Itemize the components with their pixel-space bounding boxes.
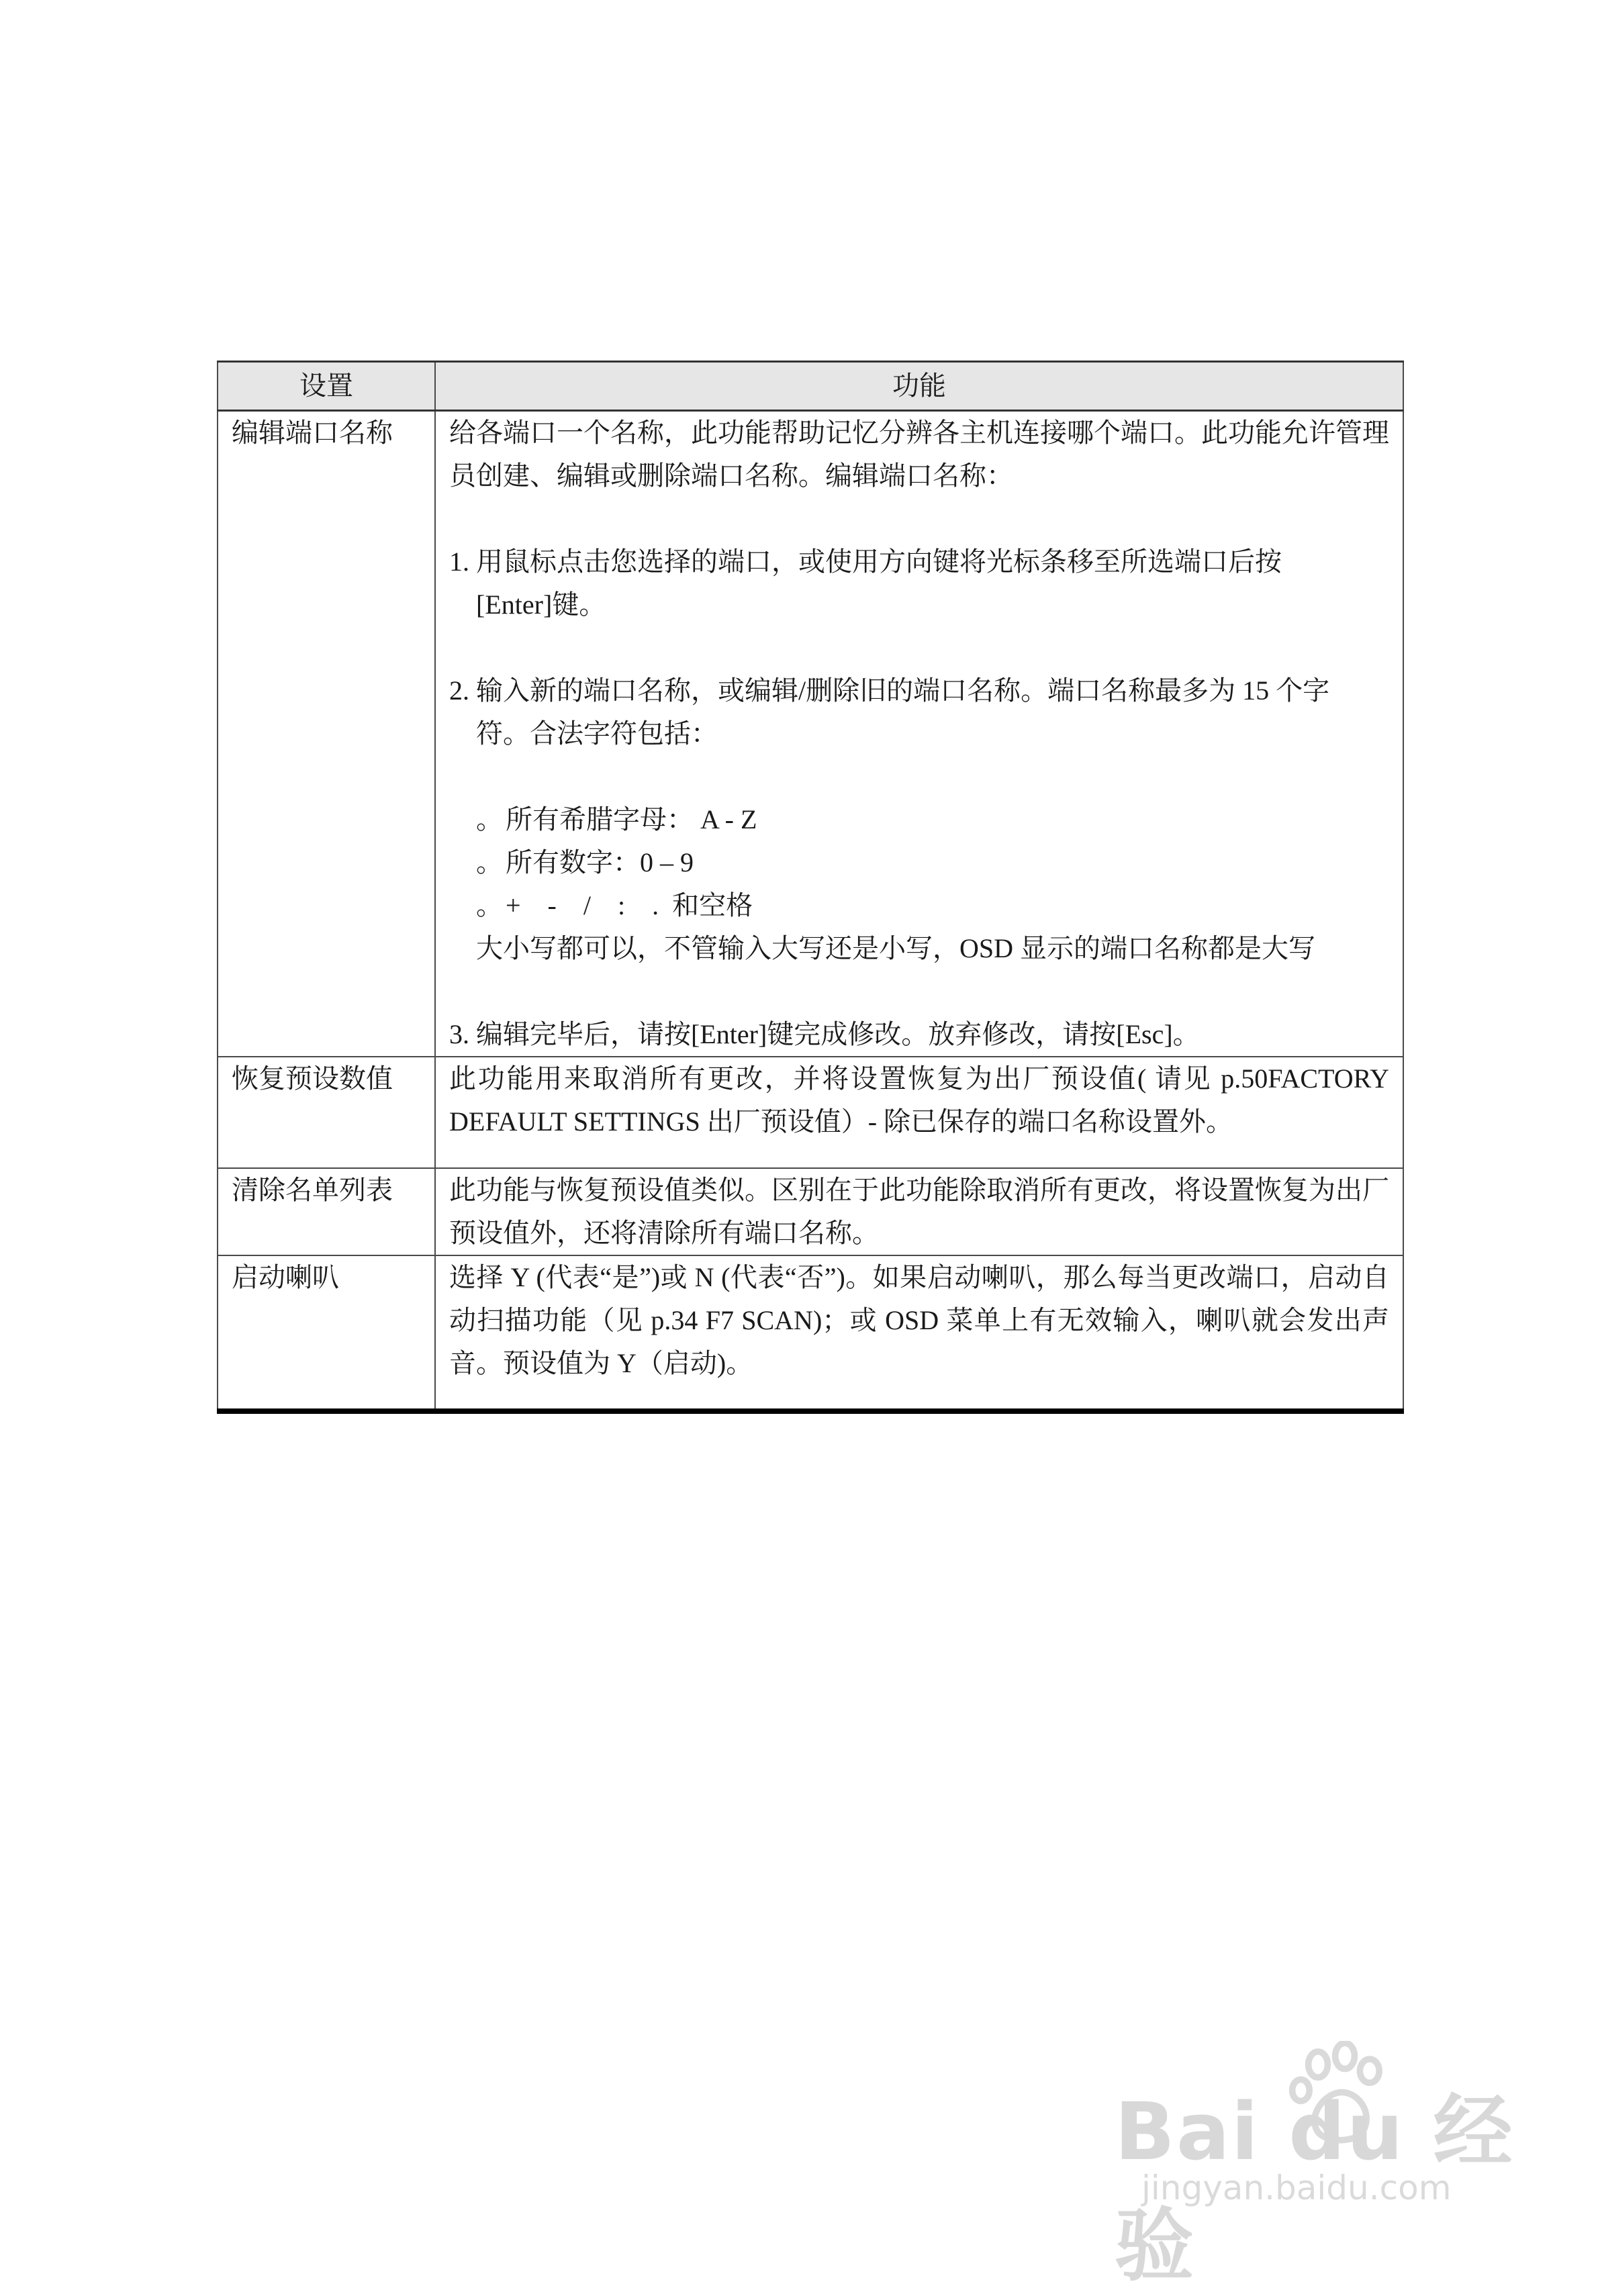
step-2: 2. 输入新的端口名称，或编辑/删除旧的端口名称。端口名称最多为 15 个字 <box>449 675 1330 706</box>
case-note: 大小写都可以，不管输入大写还是小写，OSD 显示的端口名称都是大写 <box>476 933 1316 963</box>
baidu-watermark <box>1115 2068 1578 2292</box>
list-item: 。 所有希腊字母： A - Z <box>449 798 1389 841</box>
desc-edit-port-name <box>435 411 1403 1057</box>
list-item: 。 所有数字：0 – 9 <box>449 841 1389 884</box>
header-function: 功能 <box>435 362 1403 411</box>
bullet-icon: 。 <box>476 847 503 877</box>
table-row <box>218 411 1403 1057</box>
bullet-icon: 。 <box>476 890 503 920</box>
table-row <box>218 1168 1403 1255</box>
step-2-cont: 符。合法字符包括： <box>476 718 718 749</box>
table-row <box>218 1255 1403 1411</box>
watermark-logo: Bai du 经验 <box>1115 2085 1514 2292</box>
watermark-url: jingyan.baidu.com <box>1141 2168 1452 2207</box>
setting-clear-list: 清除名单列表 <box>218 1168 435 1255</box>
step-1: 1. 用鼠标点击您选择的端口，或使用方向键将光标条移至所选端口后按 <box>449 546 1282 577</box>
step-1-cont: [Enter]键。 <box>476 589 606 620</box>
desc-clear-list: 此功能与恢复预设值类似。区别在于此功能除取消所有更改，将设置恢复为出厂预设值外，还将清除所有端口名称。 <box>435 1168 1403 1255</box>
table-header-row <box>218 362 1403 411</box>
setting-beeper: 启动喇叭 <box>218 1255 435 1411</box>
settings-table <box>217 361 1404 1414</box>
setting-restore-defaults: 恢复预设数值 <box>218 1057 435 1168</box>
desc-intro: 给各端口一个名称，此功能帮助记忆分辨各主机连接哪个端口。此功能允许管理员创建、编辑或删除端口名称。编辑端口名称： <box>449 418 1389 491</box>
step-3: 3. 编辑完毕后，请按[Enter]键完成修改。放弃修改，请按[Esc]。 <box>449 1019 1200 1049</box>
desc-restore-defaults: 此功能用来取消所有更改，并将设置恢复为出厂预设值( 请见 p.50FACTORY DEFAULT SETTINGS 出厂预设值）- 除已保存的端口名称设置外。 <box>435 1057 1403 1168</box>
desc-beeper: 选择 Y (代表“是”)或 N (代表“否”)。如果启动喇叭，那么每当更改端口，启动自动扫描功能（见 p.34 F7 SCAN)；或 OSD 菜单上有无效输入，喇叭就会发出声音。预设值为 Y（启动)。 <box>435 1255 1403 1411</box>
list-item: 。 + - / : . 和空格 <box>449 884 1389 927</box>
bullet-icon: 。 <box>476 804 503 834</box>
header-setting: 设置 <box>218 362 435 411</box>
setting-edit-port-name: 编辑端口名称 <box>218 411 435 1057</box>
table-row <box>218 1057 1403 1168</box>
